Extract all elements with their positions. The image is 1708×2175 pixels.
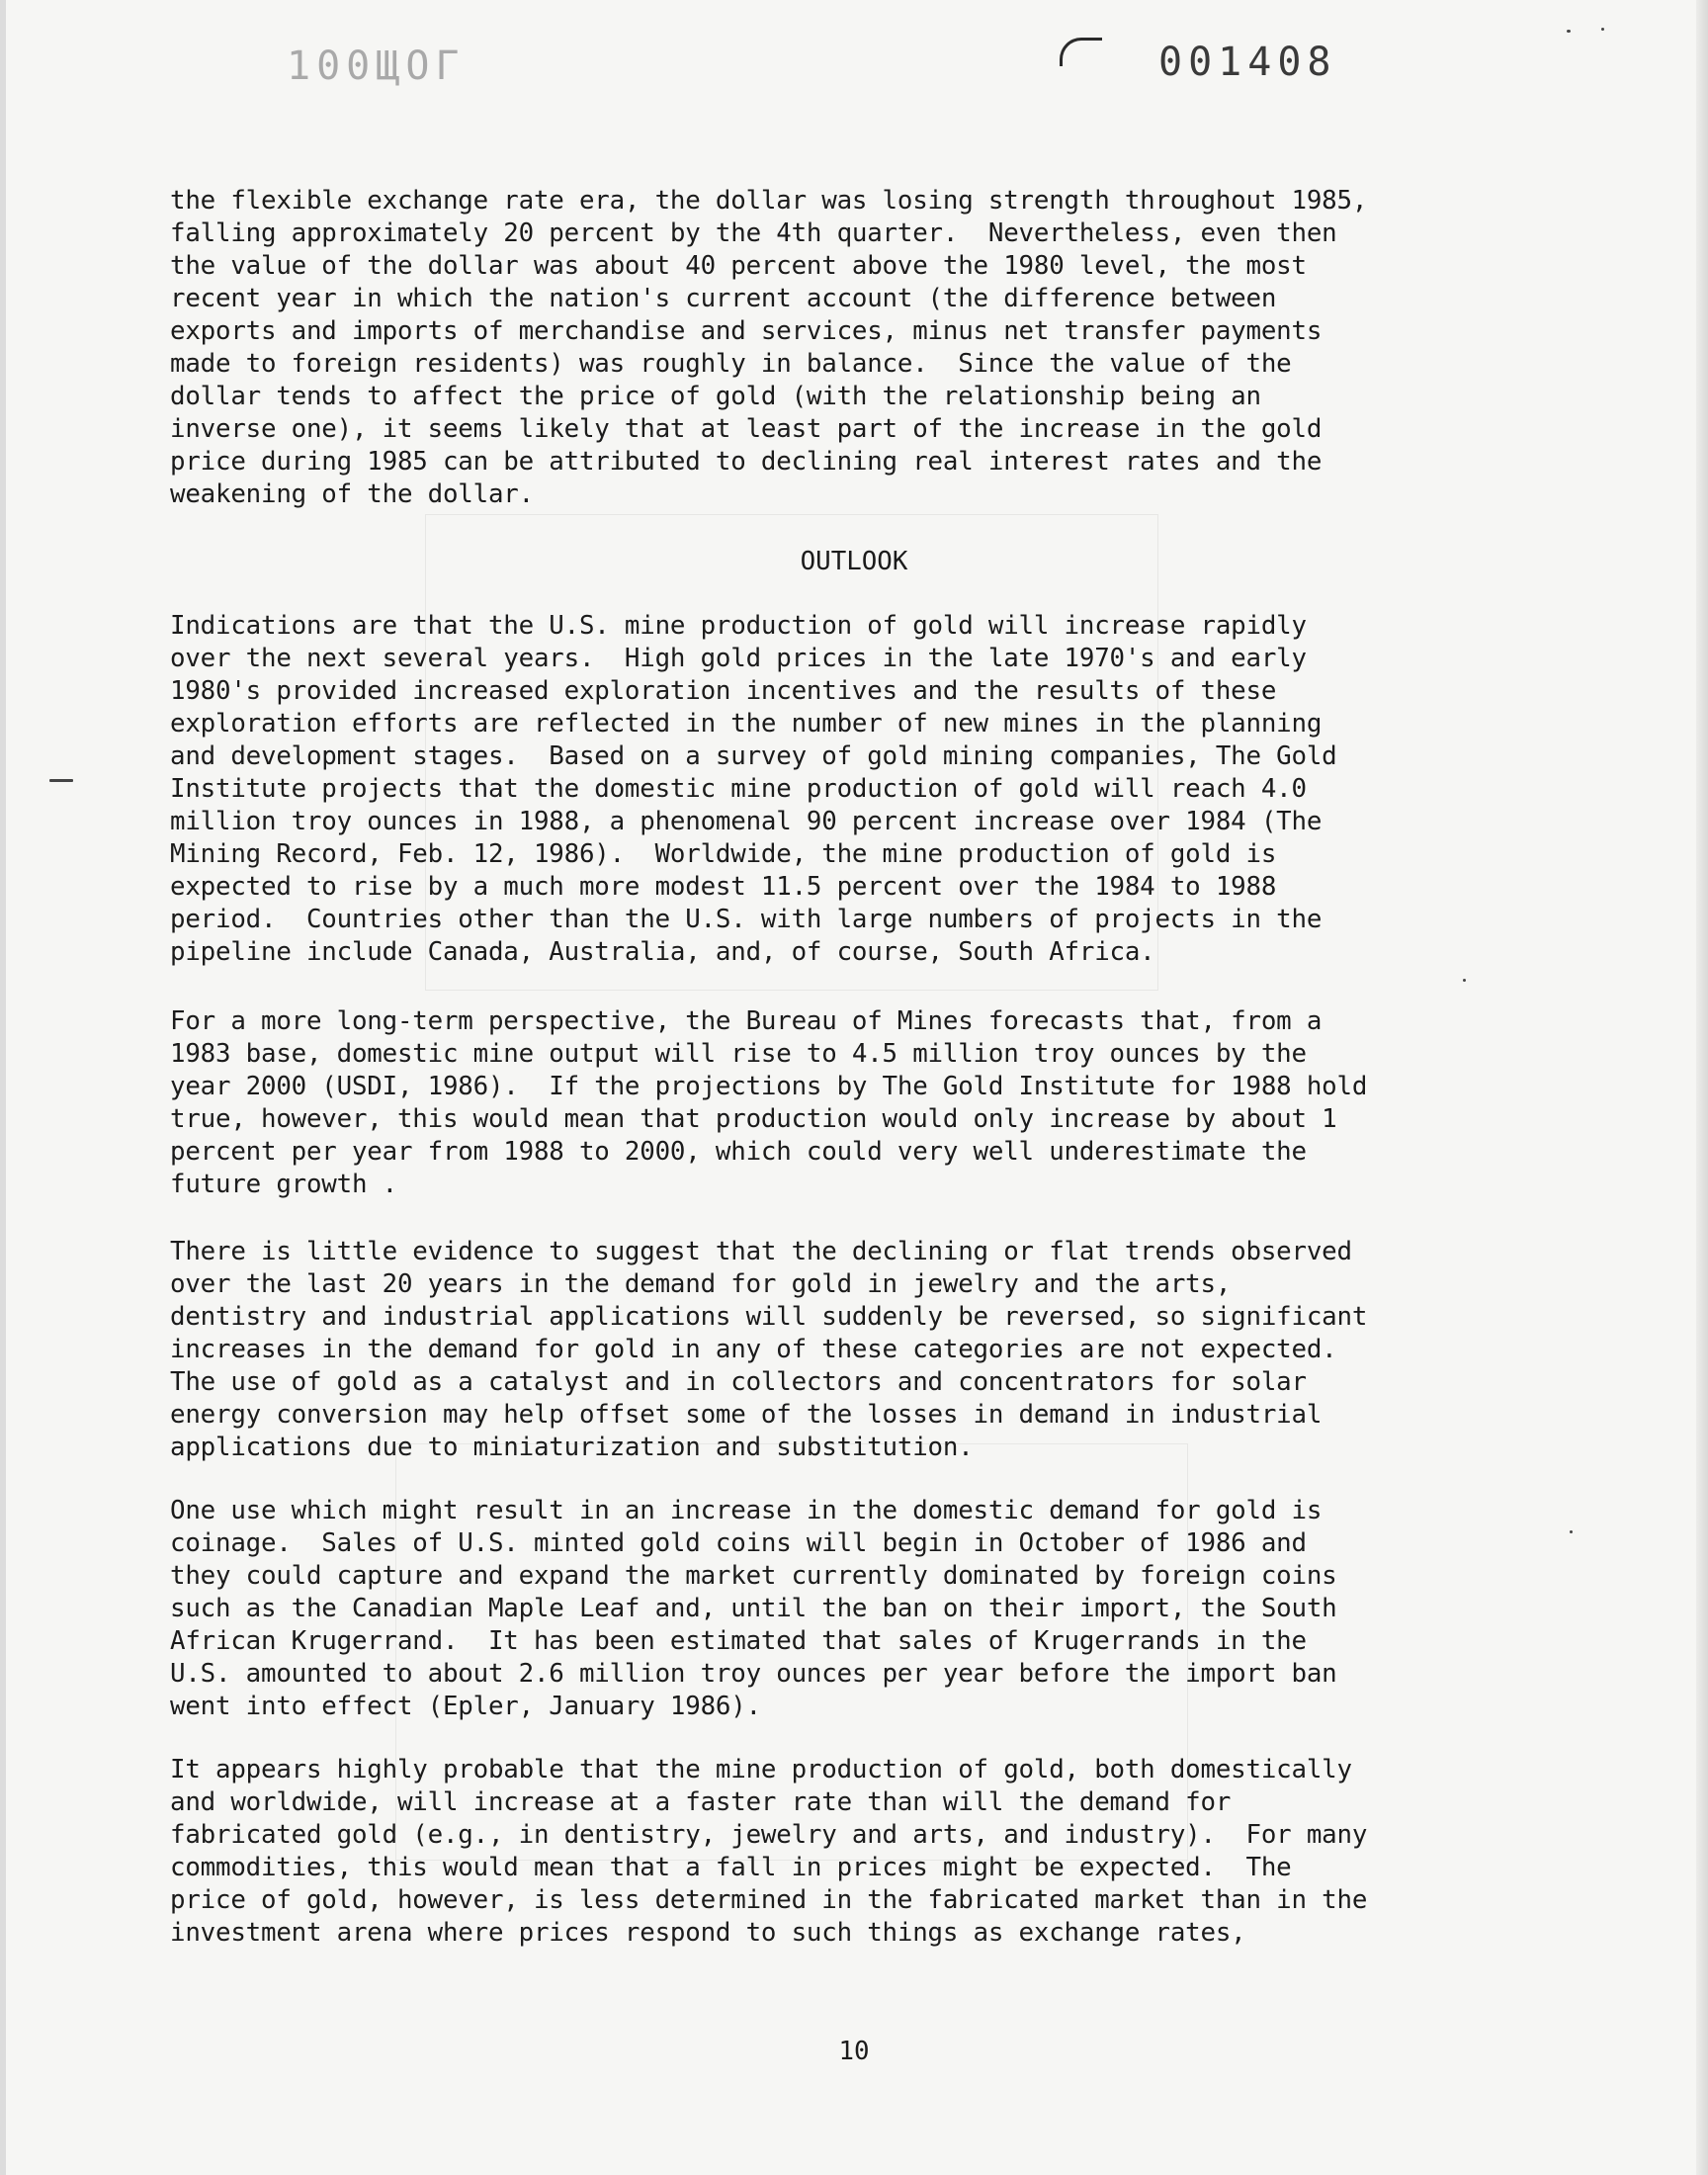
document-id-stamp: 001408 bbox=[1158, 40, 1337, 85]
body-paragraph: For a more long-term perspective, the Bureau of Mines forecasts that, from a 1983 base, domestic mine output will rise to 4.5 million troy ounces by the year 2000 (USDI, 1986). If the projections by The Gold Institute for 1988 hold true, however, this would mean that production would only increase by about 1 percent per year from 1988 to 2000, which could very well underestimate the future growth . bbox=[170, 1006, 1368, 1199]
body-paragraph: It appears highly probable that the mine production of gold, both domestically and worldwide, will increase at a faster rate than will the demand for fabricated gold (e.g., in dentistry, jewelry and arts, and industry). For many commodities, this would mean that a fall in prices might be expected. The price of gold, however, is less determined in the fabricated market than in the investment arena where prices respond to such things as exchange rates, bbox=[170, 1755, 1368, 1948]
scan-speck bbox=[1463, 979, 1466, 982]
handwritten-mark bbox=[1060, 38, 1102, 66]
bleed-through-stamp: 100ЩОГ bbox=[287, 44, 466, 89]
page-number: 10 bbox=[838, 2037, 870, 2066]
scan-speck bbox=[1570, 1530, 1573, 1533]
body-paragraph: One use which might result in an increase in the domestic demand for gold is coinage. Sales of U.S. minted gold coins will begin in October of 1986 and they could capture and expand the market currently dominated by foreign coins such as the Canadian Maple Leaf and, until the ban on their import, the South African Krugerrand. It has been estimated that sales of Krugerrands in the U.S. amounted to about 2.6 million troy ounces per year before the import ban went into effect (Epler, January 1986). bbox=[170, 1496, 1337, 1721]
body-paragraph: There is little evidence to suggest that the declining or flat trends observed over the last 20 years in the demand for gold in jewelry and the arts, dentistry and industrial applications will suddenly be reversed, so significant increases in the demand for gold in any of these categories are not expected. The use of gold as a catalyst and in collectors and concentrators for solar energy conversion may help offset some of the losses in demand in industrial applications due to miniaturization and substitution. bbox=[170, 1237, 1368, 1462]
section-heading: OUTLOOK bbox=[800, 547, 908, 576]
scan-speck bbox=[1601, 28, 1604, 31]
scan-speck bbox=[49, 779, 73, 782]
scan-speck bbox=[1567, 30, 1571, 33]
body-paragraph: the flexible exchange rate era, the dollar was losing strength throughout 1985, falling approximately 20 percent by the 4th quarter. Nevertheless, even then the value of the dollar was about 40 percent above the 1980 level, the most recent year in which the nation's current account (the difference between exports and imports of merchandise and services, minus net transfer payments made to foreign residents) was roughly in balance. Since the value of the dollar tends to affect the price of gold (with the relationship being an inverse one), it seems likely that at least part of the increase in the gold price during 1985 can be attributed to declining real interest rates and the weakening of the dollar. bbox=[170, 186, 1368, 509]
body-paragraph: Indications are that the U.S. mine production of gold will increase rapidly over the next several years. High gold prices in the late 1970's and early 1980's provided increased exploration incentives and the results of these exploration efforts are reflected in the number of new mines in the planning and development stages. Based on a survey of gold mining companies, The Gold Institute projects that the domestic mine production of gold will reach 4.0 million troy ounces in 1988, a phenomenal 90 percent increase over 1984 (The Mining Record, Feb. 12, 1986). Worldwide, the mine production of gold is expected to rise by a much more modest 11.5 percent over the 1984 to 1988 period. Countries other than the U.S. with large numbers of projects in the pipeline include Canada, Australia, and, of course, South Africa. bbox=[170, 611, 1337, 967]
